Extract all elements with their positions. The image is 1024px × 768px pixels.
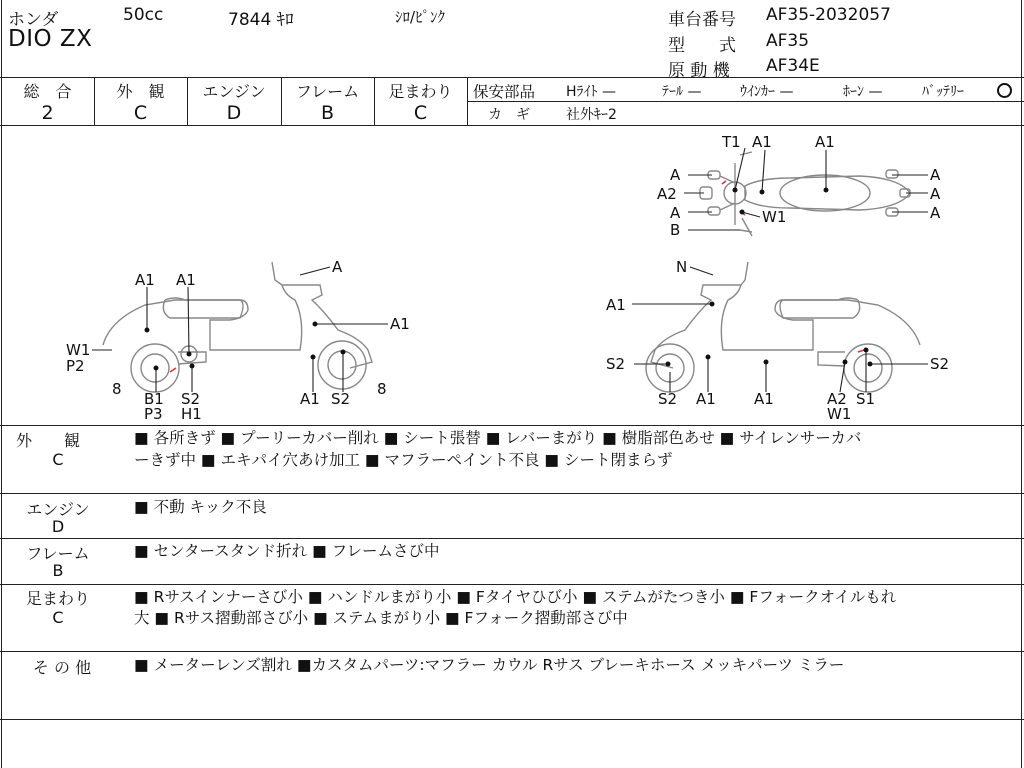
mark-left-w1: W1 xyxy=(66,341,91,359)
section-other-title: そ の 他 xyxy=(32,658,92,677)
mark-right-s1: S1 xyxy=(856,390,876,408)
mark-left-p2: P2 xyxy=(66,357,85,375)
mileage: 7844 ｷﾛ xyxy=(228,10,294,30)
displacement: 50cc xyxy=(123,5,164,25)
section-exterior-line-2: ーきず中 ■ エキパイ穴あけ加工 ■ マフラーペイント不良 ■ シート閉まらず xyxy=(134,451,673,469)
mark-top-a-l1: A xyxy=(670,166,681,184)
model-name: DIO ZX xyxy=(8,26,93,52)
mark-left-h1: H1 xyxy=(181,405,202,423)
battery-ok-circle xyxy=(997,83,1012,98)
mark-left-a1-front: A1 xyxy=(390,315,410,333)
section-suspension-line-1: ■ Rサスインナーさび小 ■ ハンドルまがり小 ■ Fタイヤひび小 ■ ステムがたつき小 ■ Fフォークオイルもれ xyxy=(134,588,897,606)
section-engine-title: エンジン xyxy=(26,500,90,519)
frame-no-label: 車台番号 xyxy=(668,10,736,30)
mark-top-b: B xyxy=(670,221,681,239)
section-suspension-line-2: 大 ■ Rサス摺動部さび小 ■ ステムまがり小 ■ Fフォーク摺動部さび中 xyxy=(134,609,628,627)
safety-taillight: ﾃｰﾙ — xyxy=(662,84,702,100)
mark-top-a1-a: A1 xyxy=(752,133,772,151)
type-value: AF35 xyxy=(766,31,810,51)
mark-right-w1: W1 xyxy=(827,405,852,423)
section-frame-line-1: ■ センタースタンド折れ ■ フレームさび中 xyxy=(134,542,440,560)
mark-left-s2-front: S2 xyxy=(331,390,351,408)
grade-overall-value: 2 xyxy=(41,102,54,124)
maker: ホンダ xyxy=(8,10,59,30)
key-value: 社外ｷｰ2 xyxy=(566,107,617,123)
color: ｼﾛ/ﾋﾟﾝｸ xyxy=(395,8,446,26)
damage-diagram xyxy=(0,126,1024,424)
grade-exterior-label: 外 観 xyxy=(116,82,165,101)
section-exterior-title: 外 観 xyxy=(15,431,80,450)
mark-right-a1-floor: A1 xyxy=(696,390,716,408)
frame-no: AF35-2032057 xyxy=(766,5,891,25)
section-suspension-title: 足まわり xyxy=(25,589,90,608)
grade-engine-value: D xyxy=(226,102,242,124)
mark-top-t1: T1 xyxy=(722,133,741,151)
grade-engine xyxy=(187,79,281,124)
mark-right-s2-rear: S2 xyxy=(930,355,950,373)
mark-right-s2-wheel: S2 xyxy=(658,390,678,408)
section-engine-line-1: ■ 不動 キック不良 xyxy=(134,498,267,516)
grade-suspension-label: 足まわり xyxy=(388,82,453,101)
mark-top-a1-b: A1 xyxy=(815,133,835,151)
grade-frame xyxy=(281,79,374,124)
grade-frame-label: フレーム xyxy=(295,82,360,101)
section-exterior-grade: C xyxy=(52,450,64,469)
grade-engine-label: エンジン xyxy=(202,82,266,101)
engine-value: AF34E xyxy=(766,56,820,76)
mark-left-a-handle: A xyxy=(332,258,343,276)
mark-top-a-l2: A xyxy=(670,204,681,222)
mark-left-8-front: 8 xyxy=(377,380,387,398)
grade-overall-label: 総 合 xyxy=(23,82,72,101)
mark-left-a1-seat: A1 xyxy=(135,271,155,289)
mark-right-a1-side: A1 xyxy=(754,390,774,408)
engine-label: 原 動 機 xyxy=(668,61,730,81)
mark-left-a1-floor: A1 xyxy=(300,390,320,408)
key-label: カ ギ xyxy=(488,107,530,123)
section-engine-grade: D xyxy=(51,517,65,536)
safety-headlight: Hﾗｲﾄ — xyxy=(566,84,616,100)
mark-left-8-rear: 8 xyxy=(112,380,122,398)
mark-top-a-r2: A xyxy=(930,185,941,203)
grade-frame-value: B xyxy=(320,102,335,124)
grade-exterior xyxy=(94,79,187,124)
safety-winker: ｳｲﾝｶｰ — xyxy=(740,84,794,100)
mark-left-s2-rear: S2 xyxy=(181,390,201,408)
grade-overall xyxy=(1,79,94,124)
mark-right-a2: A2 xyxy=(827,390,847,408)
section-other-line-1: ■ メーターレンズ割れ ■カスタムパーツ:マフラー カウル Rサス ブレーキホース メッキパーツ ミラー xyxy=(134,656,845,674)
section-suspension-grade: C xyxy=(52,608,64,627)
mark-right-n: N xyxy=(676,258,688,276)
grade-suspension xyxy=(374,79,467,124)
mark-top-a2: A2 xyxy=(657,185,677,203)
grade-suspension-value: C xyxy=(413,102,428,124)
section-frame-grade: B xyxy=(52,561,64,580)
grade-exterior-value: C xyxy=(133,102,148,124)
section-frame-title: フレーム xyxy=(26,544,90,563)
mark-right-s2-front: S2 xyxy=(606,355,626,373)
type-label: 型 式 xyxy=(668,36,736,56)
mark-right-a1-body: A1 xyxy=(606,296,626,314)
mark-top-a-r3: A xyxy=(930,204,941,222)
mark-left-p3: P3 xyxy=(144,405,163,423)
mark-top-w1: W1 xyxy=(762,208,787,226)
section-exterior-line-1: ■ 各所きず ■ プーリーカバー削れ ■ シート張替 ■ レバーまがり ■ 樹脂部色あせ ■ サイレンサーカバ xyxy=(134,429,862,447)
mark-top-a-r1: A xyxy=(930,166,941,184)
mark-left-b1: B1 xyxy=(144,390,164,408)
mark-left-a1-body: A1 xyxy=(176,271,196,289)
safety-battery: ﾊﾞｯﾃﾘｰ xyxy=(922,84,964,100)
safety-horn: ﾎｰﾝ — xyxy=(843,84,883,100)
safety-label: 保安部品 xyxy=(473,83,536,101)
